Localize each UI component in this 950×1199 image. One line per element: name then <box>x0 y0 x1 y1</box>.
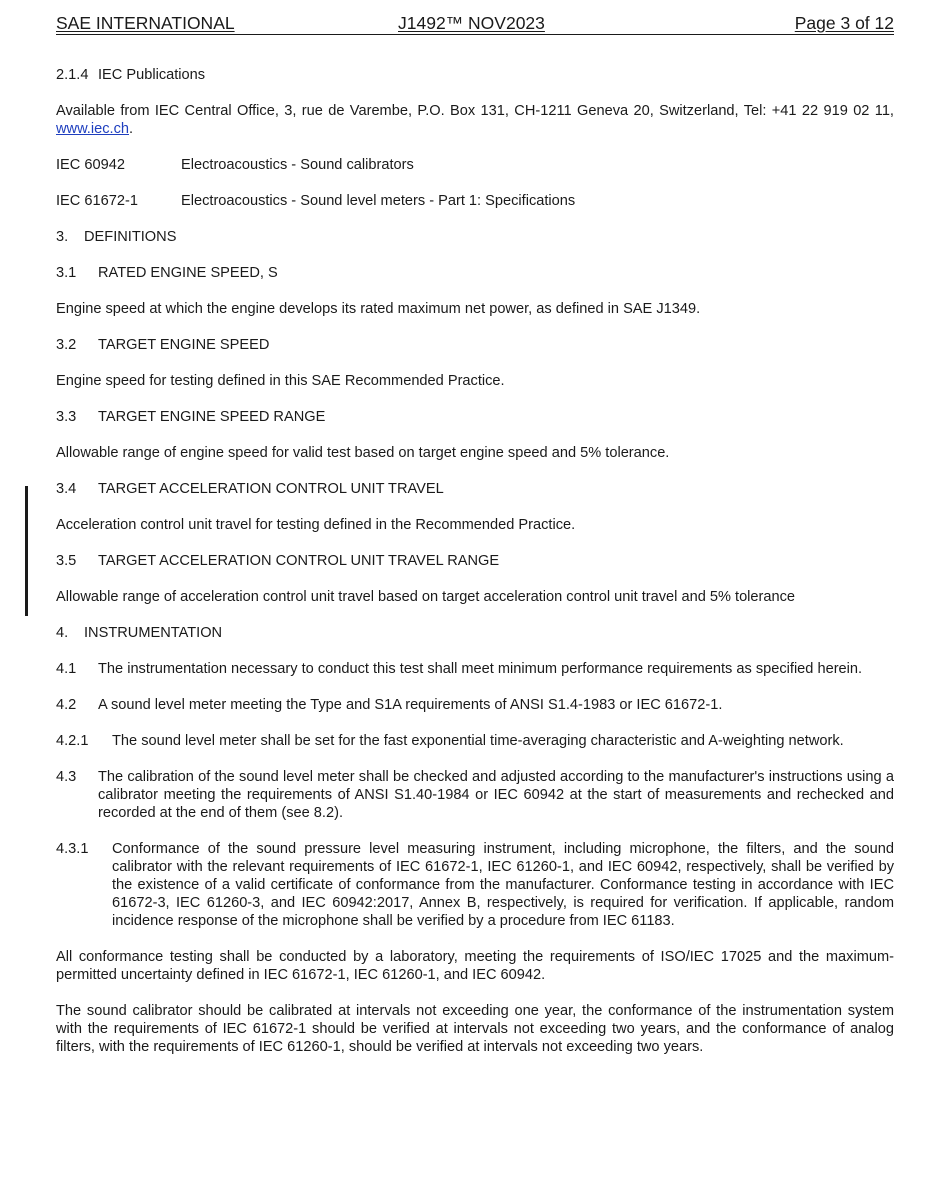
definition-3-3-body: Allowable range of engine speed for valid test based on target engine speed and 5% tolerance. <box>56 445 670 461</box>
reference-title: Electroacoustics - Sound calibrators <box>181 157 414 173</box>
header-doc-id: J1492™ NOV2023 <box>398 13 545 33</box>
section-3-heading <box>56 228 894 246</box>
section-number: 2.1.4 <box>56 67 89 83</box>
clause-4-2-1 <box>56 732 894 750</box>
revision-change-bar <box>25 486 28 616</box>
section-2-1-4-heading <box>56 66 894 84</box>
section-number: 3.1 <box>56 265 77 281</box>
clause-text: A sound level meter meeting the Type and S1A requirements of ANSI S1.4-1983 or IEC 61672-1. <box>98 697 723 713</box>
clause-text: The sound level meter shall be set for the fast exponential time-averaging characteristic and A-weighting network. <box>112 733 844 749</box>
section-title: IEC Publications <box>98 67 206 83</box>
definition-3-1-heading <box>56 264 894 282</box>
clause-number: 4.1 <box>56 661 77 677</box>
clause-number: 4.2 <box>56 697 77 713</box>
section-number: 3.4 <box>56 481 77 497</box>
reference-iec-61672-1 <box>56 192 894 210</box>
clause-number: 4.3.1 <box>56 841 89 857</box>
section-title: RATED ENGINE SPEED, S <box>98 265 278 281</box>
section-title: DEFINITIONS <box>84 229 177 245</box>
definition-3-4-body: Acceleration control unit travel for testing defined in the Recommended Practice. <box>56 517 576 533</box>
page-header <box>56 12 894 35</box>
clause-4-3 <box>56 768 894 822</box>
definition-3-3-heading <box>56 408 894 426</box>
clause-text: The calibration of the sound level meter shall be checked and adjusted according to the manufacturer's instructions using a calibrator meeting the requirements of ANSI S1.40-1984 or IEC 60942 at the start of measurements and rechecked and recorded at the end of them (see 8.2). <box>98 769 894 821</box>
section-title: TARGET ACCELERATION CONTROL UNIT TRAVEL RANGE <box>98 553 500 569</box>
clause-4-2 <box>56 696 894 714</box>
clause-4-1 <box>56 660 894 678</box>
iec-availability-paragraph: Available from IEC Central Office, 3, rue de Varembe, P.O. Box 131, CH-1211 Geneva 20, Switzerland, Tel: +41 22 919 02 11, www.iec.ch. <box>56 103 894 137</box>
clause-text: The instrumentation necessary to conduct this test shall meet minimum performance requirements as specified herein. <box>98 661 863 677</box>
header-page-number: Page 3 of 12 <box>794 13 894 33</box>
clause-number: 4.3 <box>56 769 77 785</box>
definition-3-5-heading <box>56 552 894 570</box>
laboratory-paragraph: All conformance testing shall be conducted by a laboratory, meeting the requirements of ISO/IEC 17025 and the maximum-permitted uncertainty defined in IEC 61672-1, IEC 61260-1, and IEC 60942. <box>56 949 894 983</box>
section-title: TARGET ACCELERATION CONTROL UNIT TRAVEL <box>98 481 444 497</box>
section-title: INSTRUMENTATION <box>84 625 223 641</box>
reference-title: Electroacoustics - Sound level meters - Part 1: Specifications <box>181 193 576 209</box>
definition-3-5-body: Allowable range of acceleration control unit travel based on target acceleration control unit travel and 5% tolerance <box>56 589 796 605</box>
definition-3-2-body: Engine speed for testing defined in this SAE Recommended Practice. <box>56 373 505 389</box>
availability-text: Available from IEC Central Office, 3, rue de Varembe, P.O. Box 131, CH-1211 Geneva 20, Switzerland, Tel: +41 22 919 02 11, <box>56 103 894 119</box>
section-number: 4. <box>56 625 69 641</box>
section-number: 3. <box>56 229 69 245</box>
section-number: 3.2 <box>56 337 77 353</box>
iec-website-link[interactable]: www.iec.ch <box>56 121 129 137</box>
definition-3-4-heading <box>56 480 894 498</box>
section-title: TARGET ENGINE SPEED RANGE <box>98 409 326 425</box>
header-org: SAE INTERNATIONAL <box>56 13 235 33</box>
section-number: 3.3 <box>56 409 77 425</box>
section-title: TARGET ENGINE SPEED <box>98 337 270 353</box>
section-number: 3.5 <box>56 553 77 569</box>
document-body <box>56 66 894 1056</box>
section-4-heading <box>56 624 894 642</box>
reference-iec-60942 <box>56 156 894 174</box>
clause-4-3-1 <box>56 840 894 930</box>
definition-3-2-heading <box>56 336 894 354</box>
reference-code: IEC 60942 <box>56 157 125 173</box>
reference-code: IEC 61672-1 <box>56 193 138 209</box>
calibration-intervals-paragraph: The sound calibrator should be calibrated at intervals not exceeding one year, the conformance of the instrumentation system with the requirements of IEC 61672-1 should be verified at intervals not exceeding two years, and the conformance of analog filters, with the requirements of IEC 61260-1, should be verified at intervals not exceeding two years. <box>56 1003 894 1055</box>
definition-3-1-body: Engine speed at which the engine develops its rated maximum net power, as defined in SAE J1349. <box>56 301 701 317</box>
clause-text: Conformance of the sound pressure level measuring instrument, including microphone, the filters, and the sound calibrator with the relevant requirements of IEC 61672-1, IEC 61260-1, and IEC 60942, respectively, shall be verified by the existence of a valid certificate of conformance from the manufacturer. Conformance testing in accordance with IEC 61672-3, IEC 61260-3, and IEC 60942:2017, Annex B, respectively, is required for verification. If applicable, random incidence response of the microphone shall be verified by a procedure from IEC 61183. <box>112 841 894 929</box>
clause-number: 4.2.1 <box>56 733 89 749</box>
